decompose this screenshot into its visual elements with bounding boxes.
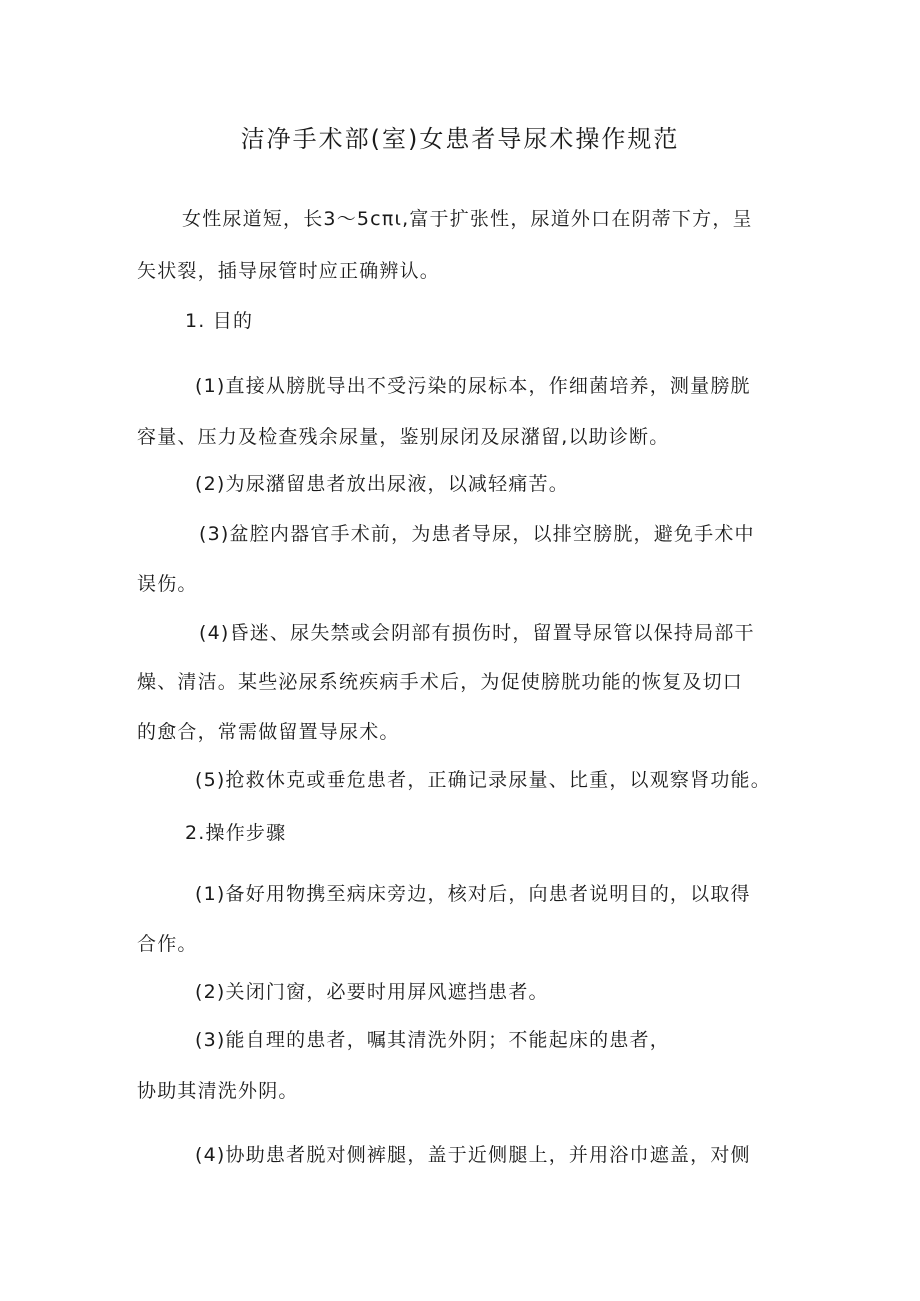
paragraph-line: (3)盆腔内器官手术前，为患者导尿，以排空膀胱，避免手术中 — [199, 523, 755, 545]
intro-line: 矢状裂，插导尿管时应正确辨认。 — [137, 260, 441, 282]
paragraph-line: 合作。 — [137, 933, 198, 955]
section-heading-purpose: 1. 目的 — [185, 310, 254, 332]
section-heading-steps: 2.操作步骤 — [185, 822, 287, 844]
paragraph-line: (1)备好用物携至病床旁边，核对后，向患者说明目的，以取得 — [195, 883, 751, 905]
paragraph-line: (5)抢救休克或垂危患者，正确记录尿量、比重，以观察肾功能。 — [195, 769, 771, 791]
paragraph-line: 容量、压力及检查残余尿量，鉴别尿闭及尿潴留,以助诊断。 — [137, 426, 670, 448]
paragraph-line: (2)关闭门窗，必要时用屏风遮挡患者。 — [195, 981, 549, 1003]
intro-line: 女性尿道短，长3～5cπι,富于扩张性，尿道外口在阴蒂下方，呈 — [182, 208, 753, 230]
paragraph-line: 协助其清洗外阴。 — [137, 1080, 299, 1102]
paragraph-line: (4)协助患者脱对侧裤腿，盖于近侧腿上，并用浴巾遮盖，对侧 — [195, 1144, 751, 1166]
paragraph-line: 误伤。 — [137, 573, 198, 595]
paragraph-line: (2)为尿潴留患者放出尿液，以减轻痛苦。 — [195, 473, 569, 495]
paragraph-line: (3)能自理的患者，嘱其清洗外阴；不能起床的患者， — [195, 1029, 670, 1051]
paragraph-line: (4)昏迷、尿失禁或会阴部有损伤时，留置导尿管以保持局部干 — [199, 622, 755, 644]
paragraph-line: 燥、清洁。某些泌尿系统疾病手术后，为促使膀胱功能的恢复及切口 — [137, 671, 744, 693]
paragraph-line: (1)直接从膀胱导出不受污染的尿标本，作细菌培养，测量膀胱 — [195, 375, 751, 397]
page-title: 洁净手术部(室)女患者导尿术操作规范 — [240, 125, 680, 153]
paragraph-line: 的愈合，常需做留置导尿术。 — [137, 721, 400, 743]
